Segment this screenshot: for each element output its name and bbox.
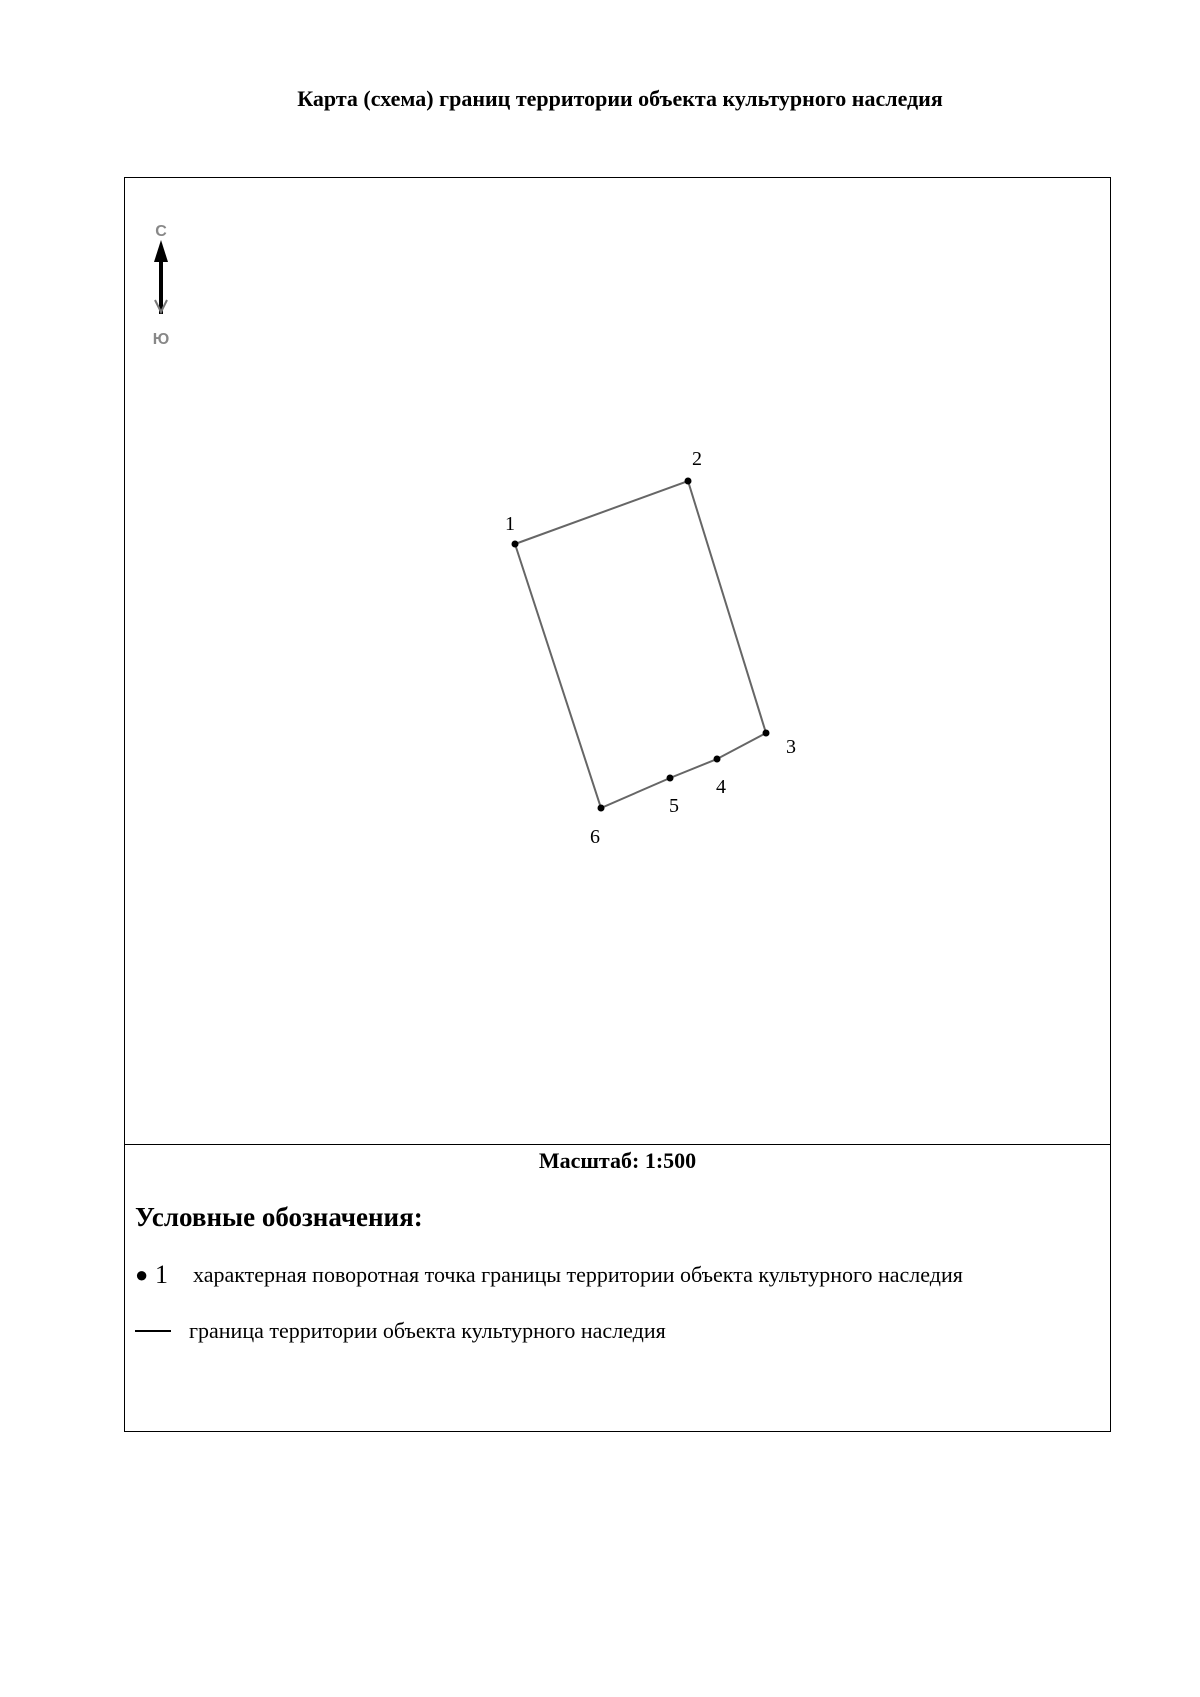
legend-line-text: граница территории объекта культурного наследия xyxy=(189,1318,666,1343)
north-arrow-icon xyxy=(153,223,170,348)
boundary-point-2 xyxy=(685,478,692,485)
legend-point-text: характерная поворотная точка границы территории объекта культурного наследия xyxy=(193,1262,963,1287)
boundary-point-5 xyxy=(667,775,674,782)
scale-label: Масштаб: 1:500 xyxy=(538,1148,697,1173)
point-label-1: 1 xyxy=(505,513,515,535)
page-title: Карта (схема) границ территории объекта культурного наследия xyxy=(297,86,943,111)
legend-item-line xyxy=(135,1318,666,1344)
map-area xyxy=(125,178,1110,1145)
point-marker-icon: ● xyxy=(135,1262,149,1287)
boundary-point-4 xyxy=(714,756,721,763)
legend-item-point xyxy=(135,1260,963,1290)
territory-boundary xyxy=(515,481,766,808)
boundary-point-6 xyxy=(598,805,605,812)
map-canvas xyxy=(125,178,1110,1143)
boundary-point-1 xyxy=(512,541,519,548)
boundary-point-3 xyxy=(763,730,770,737)
compass-north-label: С xyxy=(155,223,167,240)
point-label-5: 5 xyxy=(669,795,679,817)
legend-title: Условные обозначения: xyxy=(135,1202,423,1232)
point-label-2: 2 xyxy=(692,448,702,470)
compass-south-label: Ю xyxy=(152,331,170,348)
legend-point-number: 1 xyxy=(155,1260,168,1289)
map-frame xyxy=(124,177,1111,1432)
point-label-6: 6 xyxy=(590,826,600,848)
boundary-line-icon xyxy=(135,1330,171,1332)
point-label-4: 4 xyxy=(716,776,726,798)
point-label-3: 3 xyxy=(786,736,796,758)
